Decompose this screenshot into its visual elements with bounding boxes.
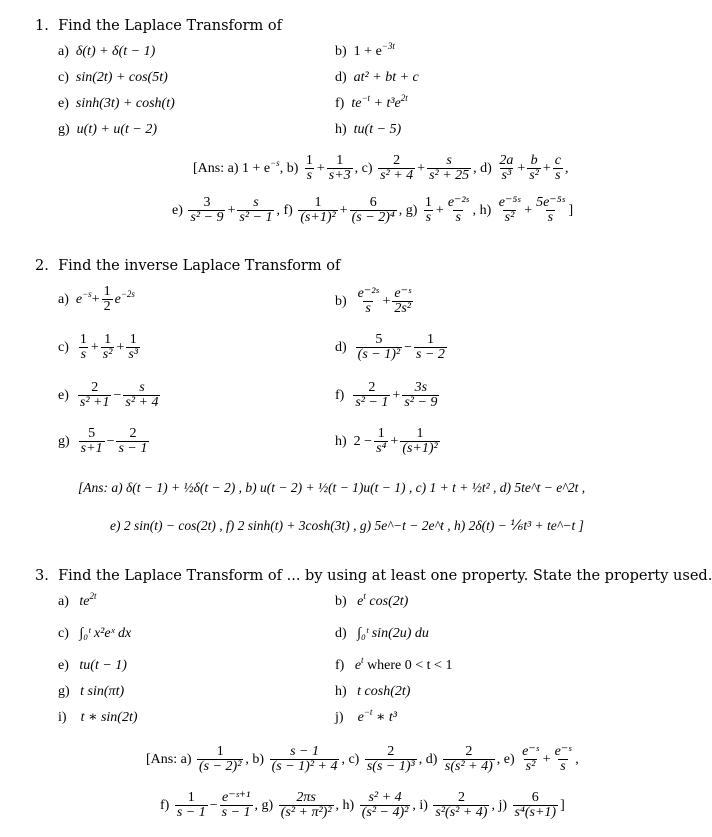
section-2-heading: 2. Find the inverse Laplace Transform of: [35, 258, 341, 274]
problem-1f: f) $te^{-t} + t^3e^{2t}$: [335, 93, 408, 111]
problem-3h: h) t cosh(2t): [335, 684, 411, 699]
problem-1g: g) u(t) + u(t − 2): [58, 122, 157, 137]
problem-3b: b) $e^t$ cos(2t): [335, 591, 409, 609]
problem-2b: b) $\frac{\text{e⁻²ˢ}}{s}$ + $\frac{\text{e⁻ˢ}}{\text{2s²}}$: [335, 286, 411, 317]
problem-3c: c) ∫₀ᵗ x²eˣ dx: [58, 626, 132, 641]
answers-2-line-2: e) 2 sin(t) − cos(2t) , f) 2 sinh(t) + 3cosh(3t) , g) 5e^−t − 2e^t , h) 2δ(t) − ⅙t³ + te^−t ]: [110, 518, 584, 533]
problem-3i: i) t ∗ sin(2t): [58, 710, 138, 725]
section-3-heading: 3. Find the Laplace Transform of ... by using at least one property. State the property used.: [35, 568, 712, 584]
answers-3-line-1: [Ans: a) $\frac{1}{\text{(s − 2)²}}$ , b) $\frac{s - 1}{\text{(s − 1)² + 4}}$ , c) $\frac{2}{\text{s(s − 1)³}}$ , d) $\frac{2}{\text{s(s² + 4)}}$ , e) $\frac{\text{e⁻ˢ}}{\text{s²}}$ + $\frac{\text{e⁻ˢ}}{s}$ ,: [146, 744, 579, 775]
problem-2e: e) $\frac{2}{\text{s² +1}}$ − $\frac{s}{\text{s² + 4}}$: [58, 380, 159, 411]
problem-1a: a) δ(t) + δ(t − 1): [58, 44, 156, 59]
problem-3e: e) tu(t − 1): [58, 658, 127, 673]
answers-3-line-2: f) $\frac{1}{s - 1}$ − $\frac{\text{e⁻ˢ⁺¹}}{s - 1}$ , g) $\frac{2\pi s}{\text{(s² + π²)²}}$ , h) $\frac{\text{s² + 4}}{\text{(s² − 4)²}}$ , i) $\frac{2}{\text{s²(s² + 4)}}$ , j) $\frac{6}{\text{s⁴(s+1)}}$ ]: [160, 790, 565, 821]
section-number: 1.: [35, 18, 49, 34]
problem-1h: h) tu(t − 5): [335, 122, 402, 137]
problem-3d: d) ∫₀ᵗ sin(2u) du: [335, 626, 429, 641]
problem-2f: f) $\frac{2}{\text{s² − 1}}$ + $\frac{3s}{\text{s² − 9}}$: [335, 380, 438, 411]
answers-2-line-1: [Ans: a) δ(t − 1) + ½δ(t − 2) , b) u(t − 2) + ½(t − 1)u(t − 1) , c) 1 + t + ½t² , d) 5te^t − e^2t ,: [78, 480, 586, 495]
problem-2d: d) $\frac{5}{\text{(s − 1)²}}$ − $\frac{1}{s - 2}$: [335, 332, 445, 363]
problem-2g: g) $\frac{5}{s+1}$ − $\frac{2}{s - 1}$: [58, 426, 148, 457]
problem-2c: c) $\frac{1}{s}$ + $\frac{1}{\text{s²}}$ + $\frac{1}{\text{s³}}$: [58, 332, 139, 363]
problem-3f: f) $e^t$ where 0 < t < 1: [335, 655, 453, 673]
section-title: Find the Laplace Transform of: [58, 18, 283, 34]
problem-1b: b) $1 + e^{-3t}$: [335, 41, 395, 59]
section-1-heading: [35, 18, 282, 34]
problem-2h: h) 2 − $\frac{1}{\text{s⁴}}$ + $\frac{1}{\text{(s+1)²}}$: [335, 426, 438, 457]
problem-3g: g) t sin(πt): [58, 684, 125, 699]
problem-1c: c) sin(2t) + cos(5t): [58, 70, 168, 85]
problem-1d: d) at² + bt + c: [335, 70, 419, 85]
problem-3j: j) $e^{-t}$ ∗ t³: [335, 707, 397, 725]
answers-1-line-1: [Ans: a) $1 + e^{-s}$, b) $\frac{1}{s}$ + $\frac{1}{s+3}$ , c) $\frac{2}{\text{s² + 4}}$ + $\frac{s}{\text{s² + 25}}$ , d) $\frac{2a}{\text{s³}}$ + $\frac{b}{\text{s²}}$ + $\frac{c}{s}$ ,: [193, 153, 569, 184]
problem-2a: a) $e^{-s}+$ $\frac{1}{2}$ $e^{-2s}$: [58, 284, 135, 315]
problem-3a: a) $te^{2t}$: [58, 591, 97, 609]
problem-1e: e) sinh(3t) + cosh(t): [58, 96, 175, 111]
answers-1-line-2: e) $\frac{3}{\text{s² − 9}}$ + $\frac{s}{\text{s² − 1}}$ , f) $\frac{1}{\text{(s+1)²}}$ + $\frac{6}{\text{(s − 2)⁴}}$ , g) $\frac{1}{s}$ + $\frac{\text{e⁻²ˢ}}{s}$ , h) $\frac{\text{e⁻⁵ˢ}}{\text{s²}}$ + $\frac{\text{5e⁻⁵ˢ}}{s}$ ]: [172, 195, 574, 226]
